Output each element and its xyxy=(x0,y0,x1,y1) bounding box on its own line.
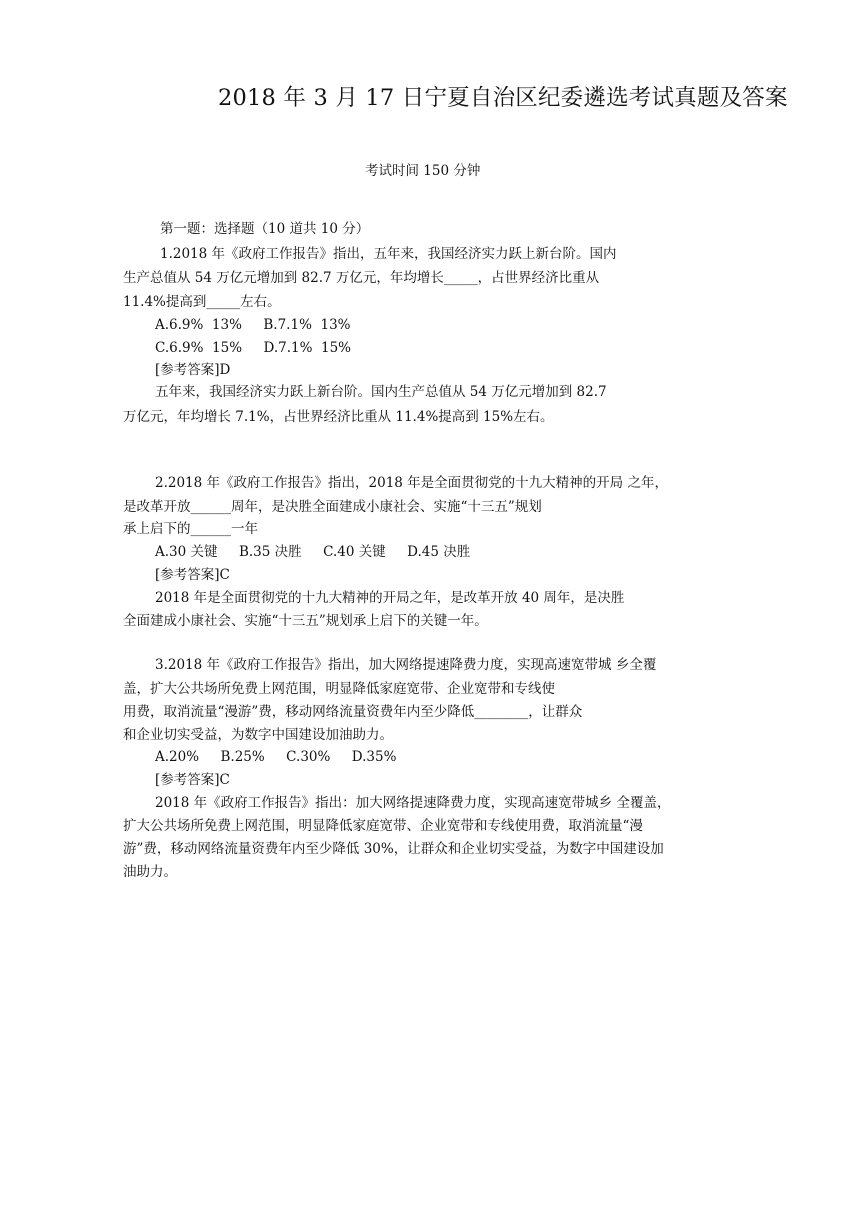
q1-line-2: 生产总值从 54 万亿元增加到 82.7 万亿元，年均增长_____，占世界经济比重从 xyxy=(123,270,600,286)
q1-line-3: 11.4%提高到_____左右。 xyxy=(123,294,281,310)
section-heading: 第一题：选择题（10 道共 10 分） xyxy=(160,221,370,237)
q2-explanation-1: 2018 年是全面贯彻党的十九大精神的开局之年，是改革开放 40 周年，是决胜 xyxy=(155,590,625,606)
page-title: 2018 年 3 月 17 日宁夏自治区纪委遴选考试真题及答案 xyxy=(218,85,788,111)
q3-line-1: 3.2018 年《政府工作报告》指出，加大网络提速降费力度，实现高速宽带城 乡全覆 xyxy=(155,657,657,673)
q1-answer: [参考答案]D xyxy=(155,362,231,378)
q3-line-2: 盖，扩大公共场所免费上网范围，明显降低家庭宽带、企业宽带和专线使 xyxy=(123,681,555,697)
q1-line-1: 1.2018 年《政府工作报告》指出，五年来，我国经济实力跃上新台阶。国内 xyxy=(160,246,617,262)
q2-explanation-2: 全面建成小康社会、实施“十三五”规划承上启下的关键一年。 xyxy=(123,613,488,629)
q3-line-3: 用费，取消流量“漫游”费，移动网络流量资费年内至少降低________，让群众 xyxy=(123,704,583,720)
q3-explanation-3: 游”费，移动网络流量资费年内至少降低 30%，让群众和企业切实受益，为数字中国建设加 xyxy=(123,841,664,857)
q2-answer: [参考答案]C xyxy=(155,567,230,583)
q1-explanation-1: 五年来，我国经济实力跃上新台阶。国内生产总值从 54 万亿元增加到 82.7 xyxy=(155,384,607,400)
q2-line-1: 2.2018 年《政府工作报告》指出，2018 年是全面贯彻党的十九大精神的开局 之年， xyxy=(155,475,668,491)
q3-explanation-1: 2018 年《政府工作报告》指出：加大网络提速降费力度，实现高速宽带城乡 全覆盖， xyxy=(155,795,671,811)
q2-options: A.30 关键 B.35 决胜 C.40 关键 D.45 决胜 xyxy=(155,544,471,560)
q3-line-4: 和企业切实受益，为数字中国建设加油助力。 xyxy=(123,727,393,743)
q1-options-ab: A.6.9% 13% B.7.1% 13% xyxy=(155,317,351,333)
q3-explanation-2: 扩大公共场所免费上网范围，明显降低家庭宽带、企业宽带和专线使用费，取消流量“漫 xyxy=(123,818,643,834)
q2-line-2: 是改革开放______周年，是决胜全面建成小康社会、实施“十三五”规划 xyxy=(123,499,542,515)
q3-explanation-4: 油助力。 xyxy=(123,864,177,880)
exam-duration: 考试时间 150 分钟 xyxy=(365,163,481,179)
q1-explanation-2: 万亿元，年均增长 7.1%，占世界经济比重从 11.4%提高到 15%左右。 xyxy=(123,409,554,425)
q1-options-cd: C.6.9% 15% D.7.1% 15% xyxy=(155,340,352,356)
q3-options: A.20% B.25% C.30% D.35% xyxy=(155,749,397,765)
q3-answer: [参考答案]C xyxy=(155,772,230,788)
q2-line-3: 承上启下的______一年 xyxy=(123,521,258,537)
